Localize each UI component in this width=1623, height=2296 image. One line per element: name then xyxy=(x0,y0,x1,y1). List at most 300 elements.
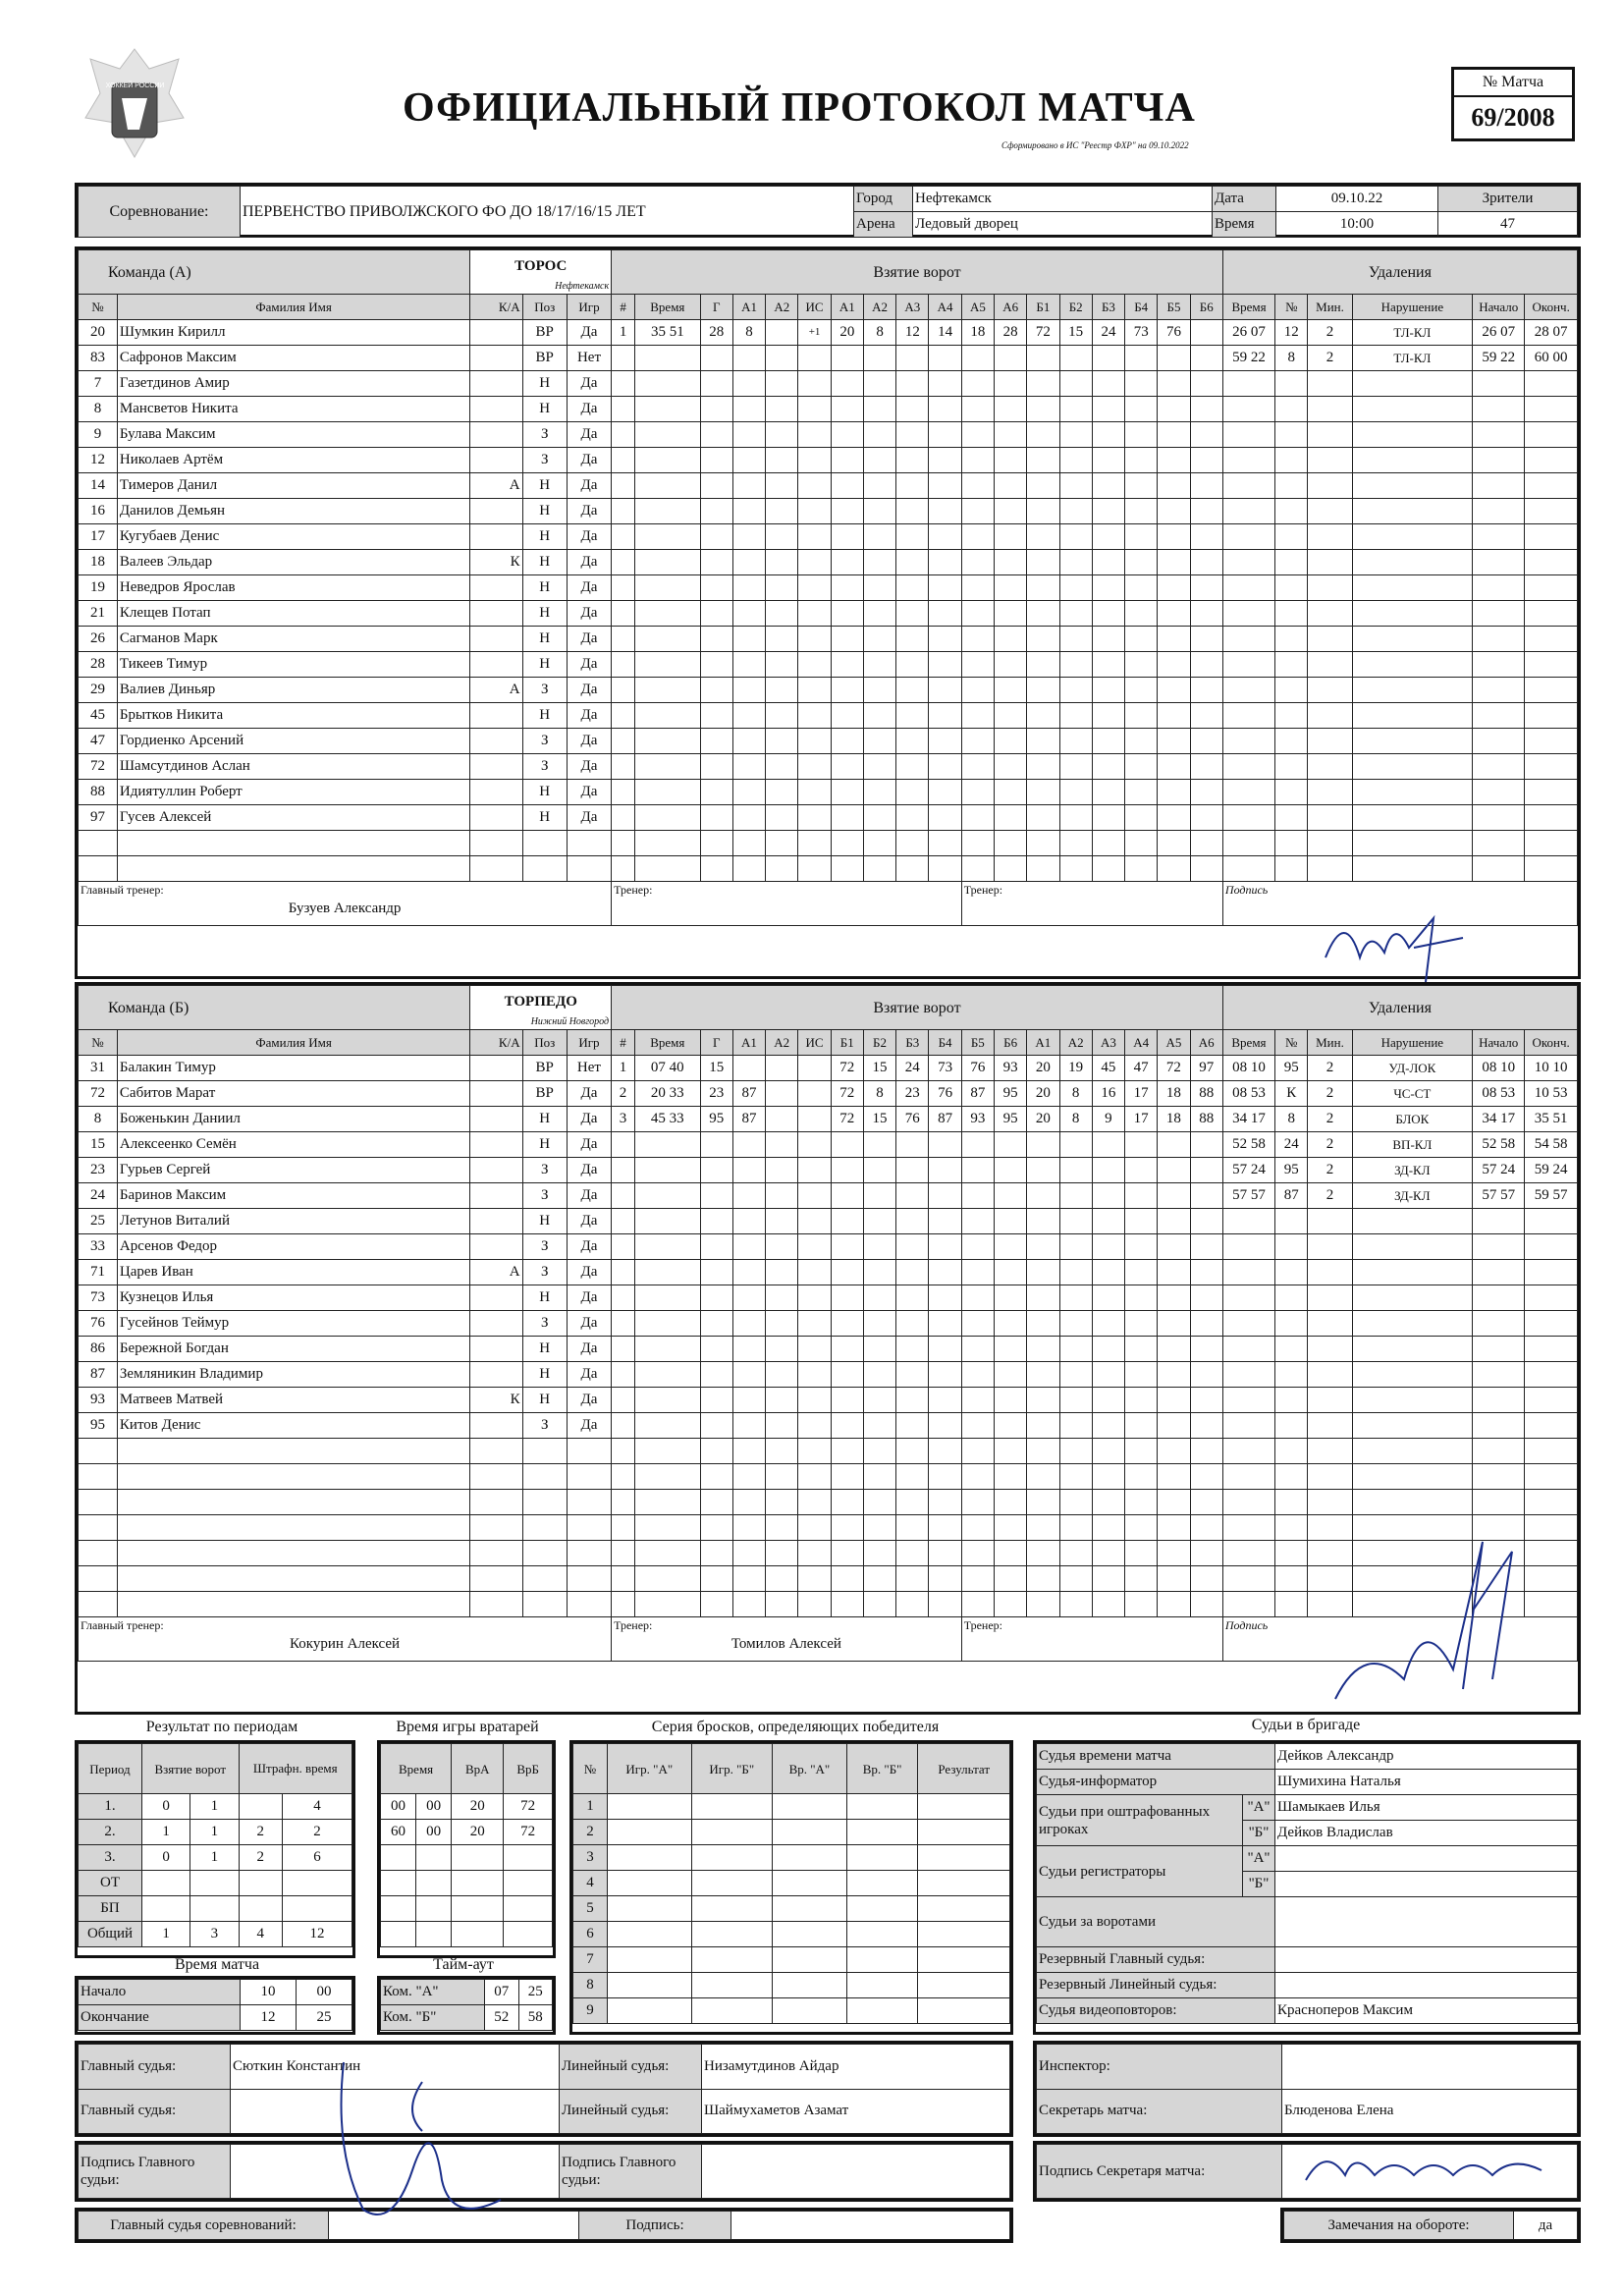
goal-cell xyxy=(635,729,701,754)
onice-opp: 24 xyxy=(1092,320,1124,346)
periods-col-period: Период xyxy=(79,1744,142,1794)
player-pos: Н xyxy=(522,601,567,627)
onice-opp xyxy=(1158,1183,1190,1209)
penalty-cell xyxy=(1525,1311,1578,1337)
player-no: 33 xyxy=(79,1234,118,1260)
goalie-min xyxy=(381,1871,416,1896)
player-name: Кугубаев Денис xyxy=(117,524,469,550)
penalty-cell xyxy=(1525,805,1578,831)
col-goal-1: Время xyxy=(635,295,701,320)
onice-own xyxy=(929,1490,961,1515)
onice-opp xyxy=(1059,678,1092,703)
onice-opp xyxy=(1190,1592,1222,1617)
shootout-col: Игр. "Б" xyxy=(691,1744,772,1794)
penalty-cell xyxy=(1308,856,1352,882)
shootout-col: Игр. "А" xyxy=(608,1744,692,1794)
onice-own xyxy=(831,1439,863,1464)
sig-secretary-label: Подпись Секретаря матча: xyxy=(1037,2145,1282,2199)
onice-opp xyxy=(1027,754,1059,780)
shootout-cell xyxy=(846,1820,918,1845)
onice-own: 28 xyxy=(995,320,1027,346)
onice-own xyxy=(929,1260,961,1285)
goal-cell xyxy=(700,1362,732,1388)
team-city: Нефтекамск xyxy=(555,281,610,292)
secretary-label: Секретарь матча: xyxy=(1037,2089,1282,2134)
onice-opp xyxy=(1125,397,1158,422)
onice-own xyxy=(961,1234,994,1260)
goal-cell xyxy=(635,1132,701,1158)
col-onice-own: Б6 xyxy=(994,1030,1026,1056)
onice-own: 15 xyxy=(863,1107,895,1132)
shootout-cell xyxy=(691,1794,772,1820)
date: 09.10.22 xyxy=(1276,187,1438,212)
shootout-cell xyxy=(773,1820,847,1845)
onice-opp xyxy=(1092,1490,1124,1515)
goal-cell xyxy=(732,1515,765,1541)
onice-own xyxy=(831,1413,863,1439)
penalty-cell xyxy=(1525,575,1578,601)
player-play: Да xyxy=(567,320,611,346)
goal-cell xyxy=(635,1260,701,1285)
onice-opp xyxy=(1059,780,1092,805)
onice-opp xyxy=(1190,575,1222,601)
player-play xyxy=(567,856,611,882)
signature-label: Подпись xyxy=(1224,883,1269,897)
onice-own xyxy=(831,678,863,703)
goal-cell xyxy=(732,1209,765,1234)
player-no: 31 xyxy=(79,1056,118,1081)
goal-cell xyxy=(798,1056,831,1081)
onice-own xyxy=(896,1541,929,1566)
onice-opp xyxy=(1059,550,1092,575)
goal-cell xyxy=(732,1388,765,1413)
onice-own xyxy=(961,1260,994,1285)
player-no: 88 xyxy=(79,780,118,805)
goal-cell xyxy=(700,729,732,754)
brigade-label: Судьи за воротами xyxy=(1037,1897,1275,1947)
penalty-cell xyxy=(1222,652,1274,678)
goal-cell xyxy=(732,448,765,473)
goal-cell xyxy=(766,601,798,627)
penalty-cell xyxy=(1525,448,1578,473)
arena: Ледовый дворец xyxy=(913,212,1213,238)
onice-own xyxy=(831,1515,863,1541)
period-name: Общий xyxy=(79,1922,142,1947)
onice-opp xyxy=(1092,422,1124,448)
competition-label: Соревнование: xyxy=(79,187,241,238)
penalty-cell xyxy=(1525,627,1578,652)
onice-opp xyxy=(1158,780,1190,805)
penalty-cell xyxy=(1525,1464,1578,1490)
penalty-cell xyxy=(1275,805,1308,831)
onice-own xyxy=(961,805,994,831)
onice-opp xyxy=(1027,703,1059,729)
penalty-cell: 59 24 xyxy=(1525,1158,1578,1183)
period-goals-b: 1 xyxy=(190,1794,239,1820)
onice-own xyxy=(994,1541,1026,1566)
goal-cell xyxy=(635,1337,701,1362)
onice-opp xyxy=(1059,652,1092,678)
goal-cell xyxy=(766,448,798,473)
onice-own xyxy=(831,1464,863,1490)
penalty-cell xyxy=(1275,780,1308,805)
goal-cell xyxy=(732,678,765,703)
penalty-cell: 2 xyxy=(1308,1132,1352,1158)
onice-own xyxy=(863,1566,895,1592)
goal-cell xyxy=(635,1388,701,1413)
goal-cell xyxy=(635,1285,701,1311)
team-name: ТОРОС xyxy=(514,258,568,274)
shootout-cell xyxy=(773,1947,847,1973)
goal-cell xyxy=(635,1311,701,1337)
penalty-cell xyxy=(1352,1490,1472,1515)
goal-cell xyxy=(766,1566,798,1592)
coach1-label: Тренер: xyxy=(614,1618,653,1632)
goalie-a xyxy=(452,1896,504,1922)
penalty-cell xyxy=(1473,703,1525,729)
onice-own: 76 xyxy=(896,1107,929,1132)
onice-own xyxy=(929,1388,961,1413)
onice-opp xyxy=(1125,1260,1158,1285)
onice-opp xyxy=(1125,703,1158,729)
penalty-cell xyxy=(1308,1388,1352,1413)
team-label: Команда (А) xyxy=(79,250,470,295)
onice-own xyxy=(929,678,961,703)
goal-cell xyxy=(612,371,635,397)
onice-own xyxy=(896,397,929,422)
onice-own xyxy=(995,601,1027,627)
goal-cell xyxy=(798,1464,831,1490)
shootout-row xyxy=(573,1794,1010,1820)
onice-opp xyxy=(1125,1158,1158,1183)
onice-own xyxy=(896,678,929,703)
onice-own xyxy=(896,1490,929,1515)
goal-cell xyxy=(766,1592,798,1617)
shootout-cell xyxy=(918,1922,1010,1947)
onice-own xyxy=(929,499,961,524)
goalie-b xyxy=(504,1871,553,1896)
player-ka xyxy=(470,1234,522,1260)
onice-opp xyxy=(1125,1592,1158,1617)
penalty-cell xyxy=(1473,1464,1525,1490)
goal-cell xyxy=(798,371,831,397)
onice-opp xyxy=(1158,729,1190,754)
onice-opp xyxy=(1190,601,1222,627)
onice-opp xyxy=(1190,320,1222,346)
player-name: Николаев Артём xyxy=(117,448,469,473)
goal-cell xyxy=(635,678,701,703)
penalty-cell xyxy=(1525,1362,1578,1388)
onice-own xyxy=(929,1413,961,1439)
penalty-cell xyxy=(1525,1260,1578,1285)
goal-cell xyxy=(766,754,798,780)
col-goal-5: ИС xyxy=(798,295,831,320)
period-pim-b xyxy=(282,1871,352,1896)
goal-cell xyxy=(612,1413,635,1439)
penalty-cell xyxy=(1275,1566,1308,1592)
goal-cell xyxy=(700,1515,732,1541)
goal-cell xyxy=(700,1260,732,1285)
goal-cell xyxy=(612,575,635,601)
goal-cell xyxy=(635,473,701,499)
goal-cell xyxy=(635,524,701,550)
goal-cell xyxy=(732,831,765,856)
onice-opp xyxy=(1190,550,1222,575)
player-pos xyxy=(522,1541,567,1566)
onice-opp xyxy=(1190,1158,1222,1183)
goalies-title: Время игры вратарей xyxy=(396,1719,539,1735)
goal-cell xyxy=(732,856,765,882)
onice-own xyxy=(961,601,994,627)
goal-cell xyxy=(732,1362,765,1388)
onice-own xyxy=(961,422,994,448)
goal-cell xyxy=(766,678,798,703)
onice-own xyxy=(831,780,863,805)
onice-opp xyxy=(1125,550,1158,575)
onice-own: 76 xyxy=(961,1056,994,1081)
goal-cell xyxy=(635,805,701,831)
penalty-cell: БЛОК xyxy=(1352,1107,1472,1132)
player-play: Да xyxy=(567,1234,611,1260)
brigade-label: Резервный Главный судья: xyxy=(1037,1947,1275,1973)
goal-cell xyxy=(732,1337,765,1362)
col-pen-3: Нарушение xyxy=(1352,295,1472,320)
player-ka xyxy=(470,805,522,831)
penalty-cell xyxy=(1352,805,1472,831)
onice-own xyxy=(831,422,863,448)
penalty-cell xyxy=(1222,1311,1274,1337)
onice-opp xyxy=(1125,780,1158,805)
penalty-cell xyxy=(1275,1413,1308,1439)
penalty-cell xyxy=(1222,703,1274,729)
onice-own xyxy=(929,371,961,397)
goal-cell xyxy=(635,550,701,575)
period-row xyxy=(79,1820,352,1845)
penalty-cell xyxy=(1473,473,1525,499)
goal-cell xyxy=(732,729,765,754)
onice-own xyxy=(929,780,961,805)
shootout-cell xyxy=(691,1845,772,1871)
penalty-cell xyxy=(1473,1285,1525,1311)
onice-opp xyxy=(1125,805,1158,831)
goalie-row xyxy=(381,1922,553,1947)
onice-own xyxy=(929,1592,961,1617)
onice-opp: 20 xyxy=(1027,1107,1059,1132)
penalty-cell xyxy=(1275,652,1308,678)
penalty-cell xyxy=(1352,703,1472,729)
player-pos: Н xyxy=(522,1132,567,1158)
penalty-cell xyxy=(1222,371,1274,397)
player-pos xyxy=(522,1515,567,1541)
onice-own xyxy=(929,1464,961,1490)
penalty-cell: 28 07 xyxy=(1525,320,1578,346)
goal-cell xyxy=(766,371,798,397)
onice-opp xyxy=(1125,831,1158,856)
onice-own xyxy=(831,1362,863,1388)
penalty-cell xyxy=(1352,371,1472,397)
penalty-cell xyxy=(1352,473,1472,499)
onice-own xyxy=(995,422,1027,448)
onice-opp xyxy=(1059,524,1092,550)
player-name: Мансветов Никита xyxy=(117,397,469,422)
onice-opp xyxy=(1027,1209,1059,1234)
onice-own xyxy=(995,678,1027,703)
penalty-cell xyxy=(1275,729,1308,754)
shootout-no: 7 xyxy=(573,1947,608,1973)
onice-own xyxy=(961,1158,994,1183)
onice-opp xyxy=(1190,703,1222,729)
onice-own xyxy=(995,371,1027,397)
onice-own xyxy=(896,1388,929,1413)
goal-cell: 2 xyxy=(612,1081,635,1107)
onice-own xyxy=(961,780,994,805)
timeout-b-m: 52 xyxy=(485,2005,518,2031)
goal-cell: 28 xyxy=(700,320,732,346)
goal-cell xyxy=(732,1260,765,1285)
goal-cell xyxy=(700,627,732,652)
penalty-cell xyxy=(1352,652,1472,678)
goal-cell xyxy=(700,550,732,575)
player-no: 7 xyxy=(79,371,118,397)
onice-own: 20 xyxy=(831,320,863,346)
onice-own xyxy=(896,1132,929,1158)
period-goals-b: 1 xyxy=(190,1820,239,1845)
onice-opp xyxy=(1125,1234,1158,1260)
penalty-cell: 2 xyxy=(1308,1107,1352,1132)
onice-own xyxy=(995,473,1027,499)
shootout-cell xyxy=(918,1794,1010,1820)
penalty-cell xyxy=(1473,1260,1525,1285)
onice-opp xyxy=(1059,703,1092,729)
onice-opp xyxy=(1059,1158,1092,1183)
onice-opp xyxy=(1059,1439,1092,1464)
onice-own xyxy=(896,627,929,652)
shootout-cell xyxy=(918,1896,1010,1922)
onice-opp: 97 xyxy=(1190,1056,1222,1081)
goal-cell xyxy=(766,1439,798,1464)
shootout-no: 8 xyxy=(573,1973,608,1998)
player-ka xyxy=(470,856,522,882)
match-time-title: Время матча xyxy=(174,1956,260,1973)
brigade-value xyxy=(1275,1973,1578,1998)
onice-opp xyxy=(1190,499,1222,524)
shootout-cell xyxy=(846,1845,918,1871)
onice-own xyxy=(961,1413,994,1439)
onice-own xyxy=(995,627,1027,652)
shootout-cell xyxy=(691,1896,772,1922)
goal-cell xyxy=(700,601,732,627)
onice-opp xyxy=(1158,473,1190,499)
player-no xyxy=(79,831,118,856)
penalty-cell xyxy=(1222,499,1274,524)
onice-opp xyxy=(1027,1388,1059,1413)
goal-cell xyxy=(700,397,732,422)
onice-own xyxy=(831,397,863,422)
goal-cell xyxy=(700,575,732,601)
player-play: Да xyxy=(567,397,611,422)
goal-cell xyxy=(612,1209,635,1234)
goal-cell xyxy=(612,473,635,499)
player-play xyxy=(567,1439,611,1464)
penalty-cell xyxy=(1275,1592,1308,1617)
onice-opp xyxy=(1059,627,1092,652)
match-end-label: Окончание xyxy=(79,2005,241,2031)
coach2-cell xyxy=(961,882,1222,926)
player-no: 71 xyxy=(79,1260,118,1285)
goal-cell xyxy=(612,601,635,627)
onice-own xyxy=(994,1515,1026,1541)
goal-cell xyxy=(766,1107,798,1132)
period-pim-a xyxy=(239,1896,282,1922)
player-pos: З xyxy=(522,1183,567,1209)
goal-cell xyxy=(612,780,635,805)
penalty-cell: 8 xyxy=(1275,1107,1308,1132)
onice-opp xyxy=(1092,1158,1124,1183)
onice-opp xyxy=(1027,473,1059,499)
col-onice-opp: А5 xyxy=(1158,1030,1190,1056)
onice-own: 72 xyxy=(831,1056,863,1081)
player-ka xyxy=(470,422,522,448)
goal-cell xyxy=(700,1285,732,1311)
onice-opp xyxy=(1092,473,1124,499)
date-label: Дата xyxy=(1213,187,1276,212)
onice-opp xyxy=(1158,1362,1190,1388)
onice-own xyxy=(831,524,863,550)
goal-cell xyxy=(700,1566,732,1592)
penalty-cell xyxy=(1222,1388,1274,1413)
penalty-cell xyxy=(1222,1566,1274,1592)
penalty-cell: К xyxy=(1275,1081,1308,1107)
col-onice-opp: Б2 xyxy=(1059,295,1092,320)
goal-cell xyxy=(766,1490,798,1515)
penalty-cell xyxy=(1275,397,1308,422)
onice-own xyxy=(929,346,961,371)
penalty-cell xyxy=(1352,780,1472,805)
onice-own xyxy=(929,754,961,780)
player-name xyxy=(117,1566,469,1592)
player-name: Сафронов Максим xyxy=(117,346,469,371)
penalty-cell xyxy=(1308,1311,1352,1337)
onice-opp xyxy=(1158,627,1190,652)
shootout-cell xyxy=(846,1922,918,1947)
goal-cell xyxy=(635,627,701,652)
player-play: Да xyxy=(567,422,611,448)
penalty-cell xyxy=(1308,1285,1352,1311)
goal-cell xyxy=(798,1158,831,1183)
onice-own xyxy=(863,729,895,754)
onice-opp xyxy=(1092,1234,1124,1260)
signature-coach-a xyxy=(1316,889,1473,987)
main-ref-label-1: Главный судья: xyxy=(79,2045,231,2090)
onice-opp xyxy=(1190,627,1222,652)
goalie-sec xyxy=(416,1922,452,1947)
goal-cell xyxy=(798,1311,831,1337)
goal-cell xyxy=(798,601,831,627)
goal-cell xyxy=(732,550,765,575)
goal-cell xyxy=(766,473,798,499)
onice-opp xyxy=(1027,805,1059,831)
goal-cell xyxy=(612,550,635,575)
onice-own xyxy=(896,1515,929,1541)
onice-own xyxy=(896,831,929,856)
onice-own xyxy=(863,856,895,882)
goal-cell xyxy=(732,805,765,831)
onice-own xyxy=(896,499,929,524)
shootout-cell xyxy=(773,1998,847,2024)
onice-own xyxy=(995,397,1027,422)
onice-own: 18 xyxy=(961,320,994,346)
onice-own xyxy=(961,1362,994,1388)
